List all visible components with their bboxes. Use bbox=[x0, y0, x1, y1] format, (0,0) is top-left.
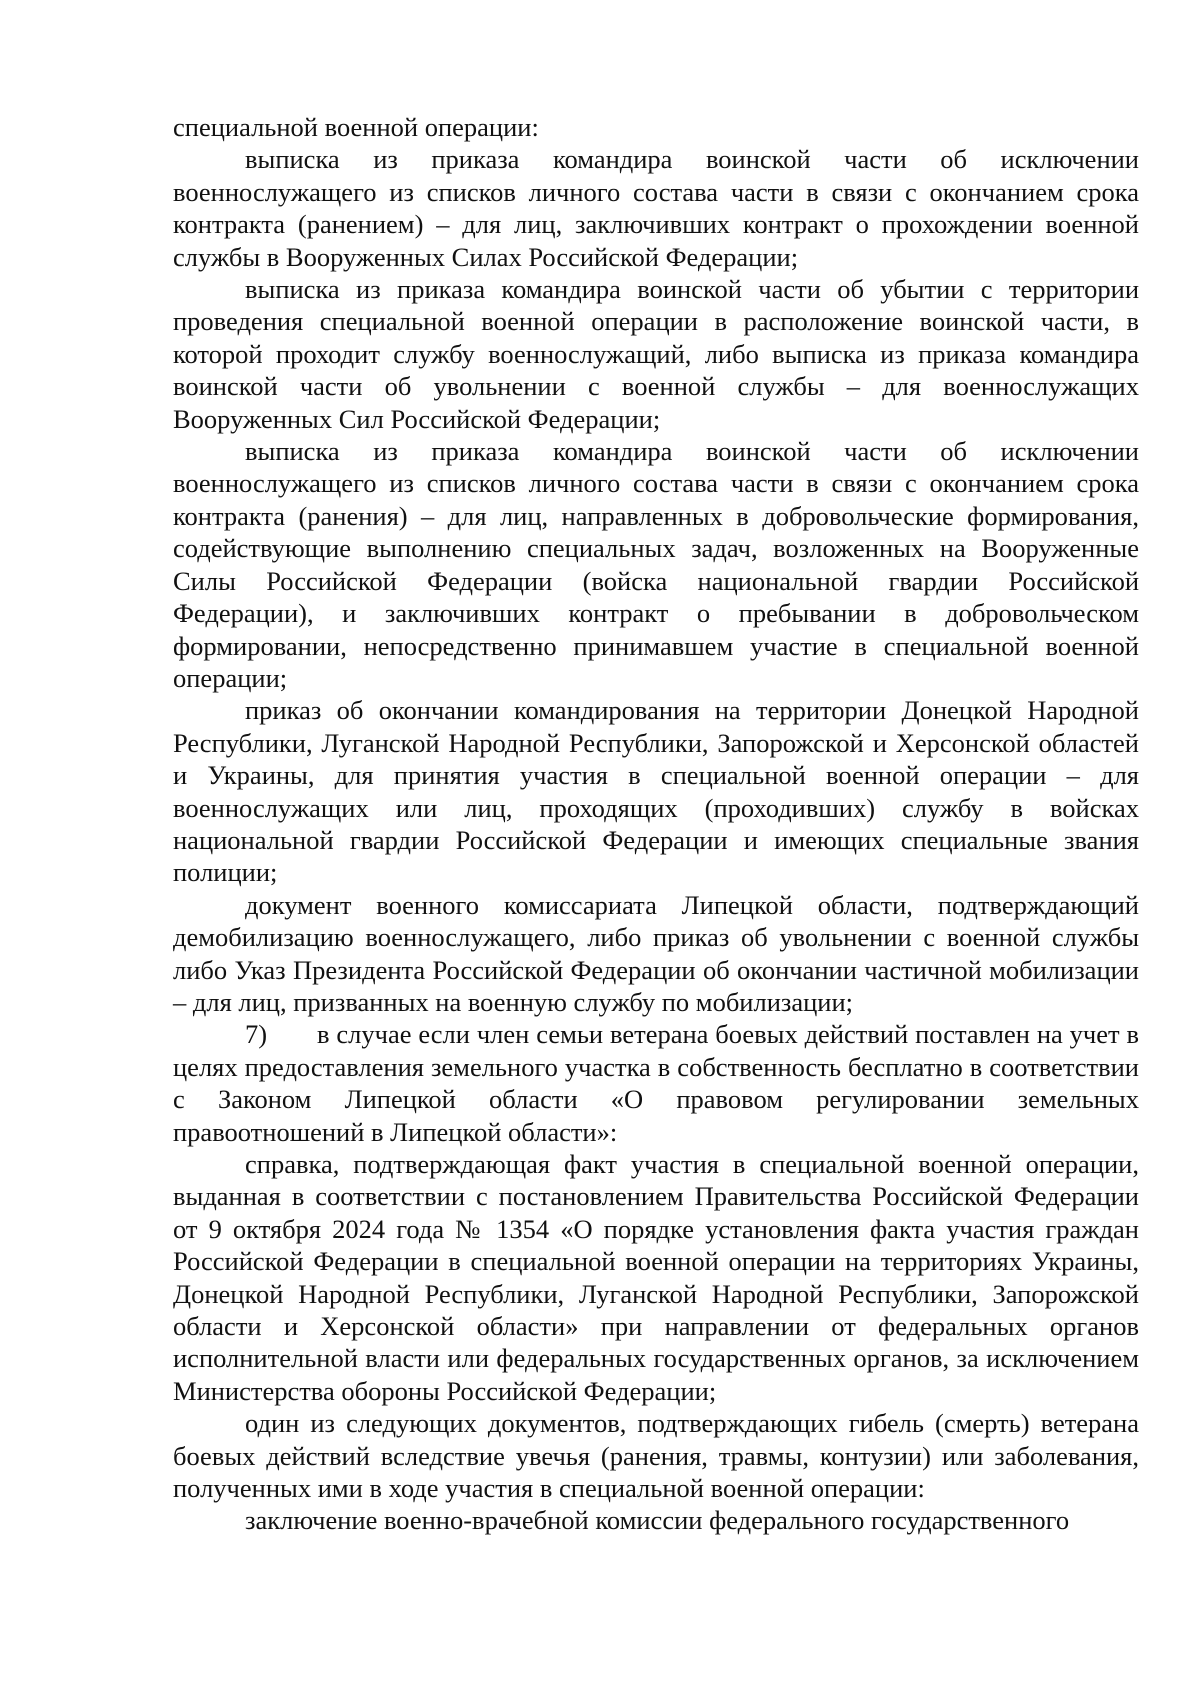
document-body bbox=[173, 111, 1139, 1537]
paragraph-extract-volunteer: выписка из приказа командира воинской части об исключении военнослужащего из списков личного состава части в связи с окончанием срока контракта (ранения) – для лиц, направленных в добровольческие формирования, содействующие выполнению специальных задач, возложенных на Вооруженные Силы Российской Федерации (войска национальной гвардии Российской Федерации), и заключивших контракт о пребывании в добровольческом формировании, непосредственно принимавшем участие в специальной военной операции; bbox=[173, 436, 1139, 693]
paragraph-death-documents: один из следующих документов, подтверждающих гибель (смерть) ветерана боевых действий вследствие увечья (ранения, травмы, контузии) или заболевания, полученных ими в ходе участия в специальной военной операции: bbox=[173, 1408, 1139, 1504]
item-number: 7) bbox=[245, 1019, 268, 1050]
paragraph-participation-certificate: справка, подтверждающая факт участия в специальной военной операции, выданная в соответствии с постановлением Правительства Российской Федерации от 9 октября 2024 года № 1354 «О порядке установления факта участия граждан Российской Федерации в специальной военной операции на территориях Украины, Донецкой Народной Республики, Луганской Народной Республики, Запорожской области и Херсонской области» при направлении от федеральных органов исполнительной власти или федеральных государственных органов, за исключением Министерства обороны Российской Федерации; bbox=[173, 1149, 1139, 1406]
paragraph-extract-contract-end: выписка из приказа командира воинской части об исключении военнослужащего из списков личного состава части в связи с окончанием срока контракта (ранением) – для лиц, заключивших контракт о прохождении военной службы в Вооруженных Силах Российской Федерации; bbox=[173, 144, 1139, 272]
paragraph-continuation: специальной военной операции: bbox=[173, 112, 539, 142]
paragraph-commissariat-document: документ военного комиссариата Липецкой области, подтверждающий демобилизацию военнослужащего, либо приказ об увольнении с военной службы либо Указ Президента Российской Федерации об окончании частичной мобилизации – для лиц, призванных на военную службу по мобилизации; bbox=[173, 889, 1139, 1017]
item-text: в случае если член семьи ветерана боевых действий поставлен на учет в целях предоставления земельного участка в собственность бесплатно в соответствии с Законом Липецкой области «О правовом регулировании земельных правоотношений в Липецкой области»: bbox=[173, 1019, 1139, 1147]
paragraph-extract-departure: выписка из приказа командира воинской части об убытии с территории проведения специальной военной операции в расположение воинской части, в которой проходит службу военнослужащий, либо выписка из приказа командира воинской части об увольнении с военной службы – для военнослужащих Вооруженных Сил Российской Федерации; bbox=[173, 274, 1139, 434]
list-item-7 bbox=[173, 1018, 1139, 1148]
paragraph-medical-commission: заключение военно-врачебной комиссии федерального государственного bbox=[245, 1505, 1070, 1536]
paragraph-order-secondment: приказ об окончании командирования на территории Донецкой Народной Республики, Луганской Народной Республики, Запорожской и Херсонской областей и Украины, для принятия участия в специальной военной операции – для военнослужащих или лиц, проходящих (проходивших) службу в войсках национальной гвардии Российской Федерации и имеющих специальные звания полиции; bbox=[173, 695, 1139, 888]
